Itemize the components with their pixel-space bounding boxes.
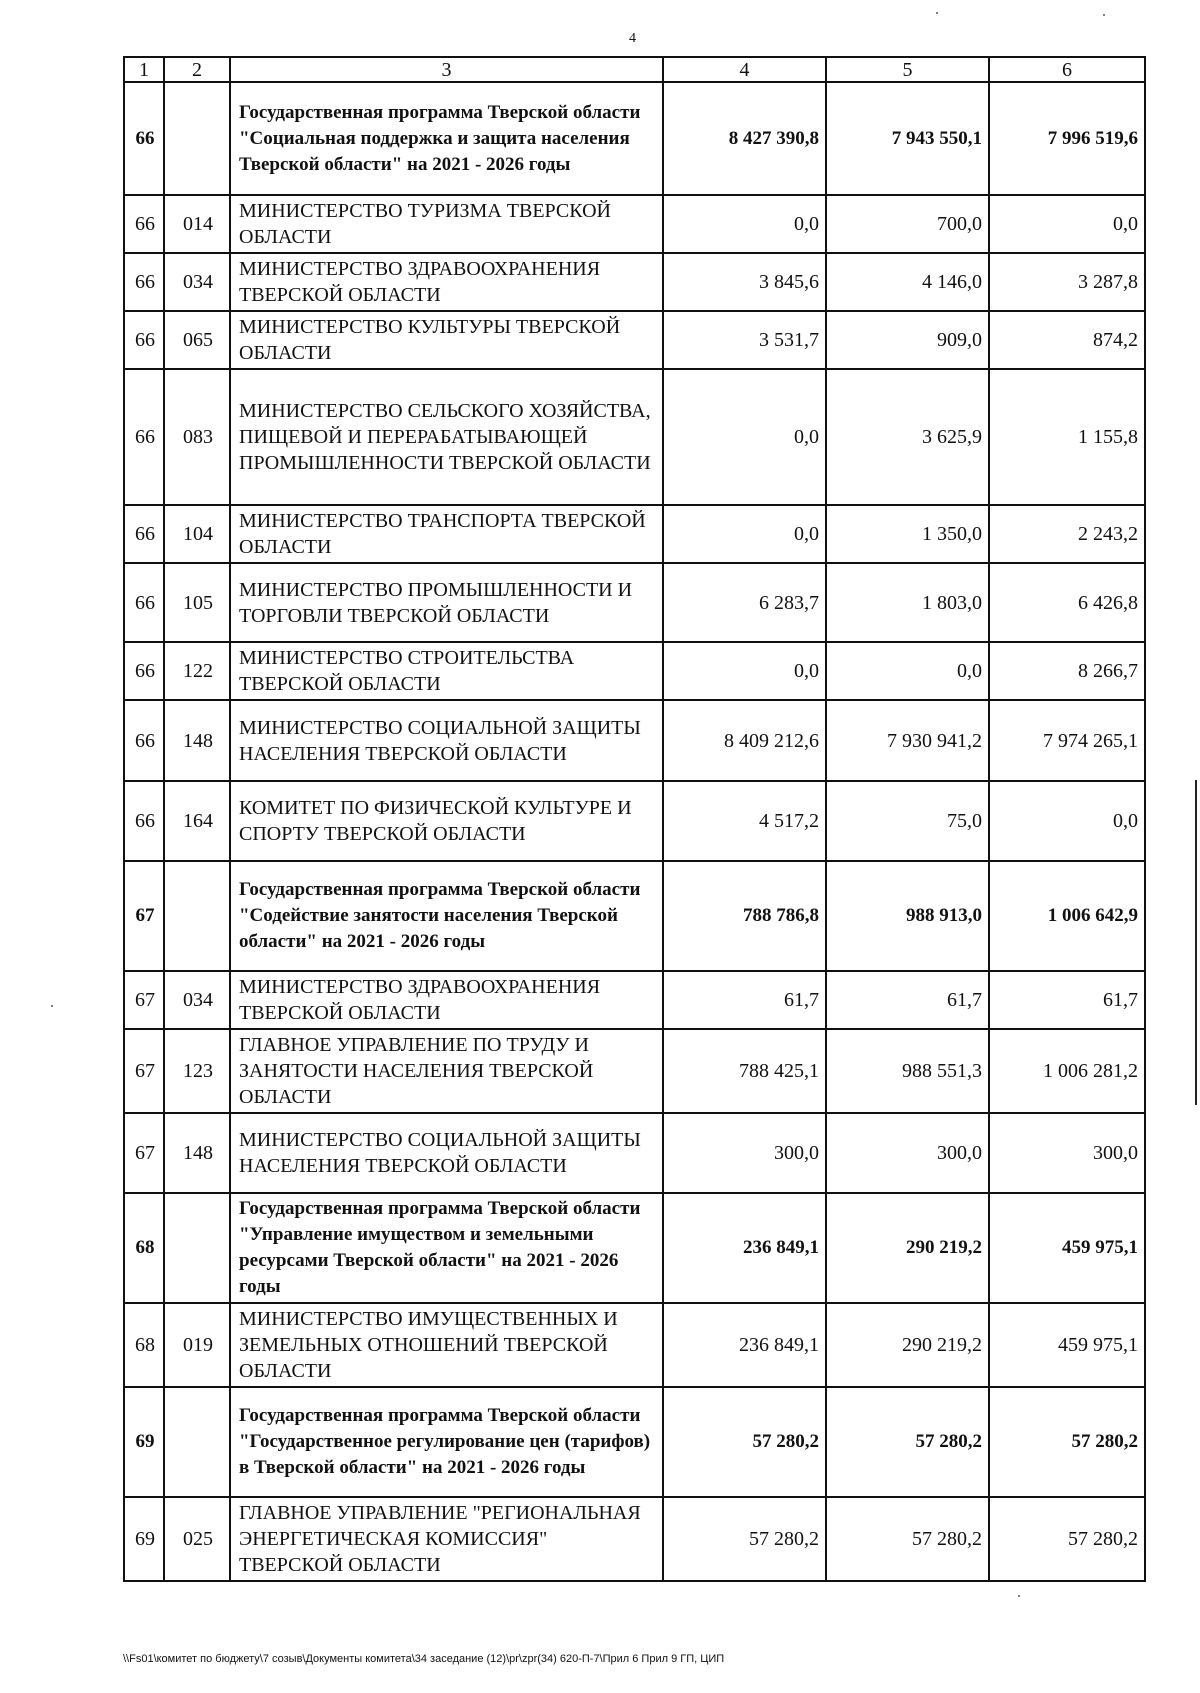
row-value-col4: 0,0 [663, 195, 826, 253]
row-code-cell: 68 [124, 1193, 164, 1303]
row-dept-cell: 122 [164, 642, 230, 700]
table-row [124, 1303, 1145, 1387]
row-code-cell: 66 [124, 642, 164, 700]
row-code-cell: 66 [124, 311, 164, 369]
row-dept-cell: 065 [164, 311, 230, 369]
row-value-col6: 8 266,7 [989, 642, 1145, 700]
row-dept-cell: 123 [164, 1029, 230, 1113]
table-row [124, 781, 1145, 861]
row-value-col6: 1 006 281,2 [989, 1029, 1145, 1113]
scan-speck [51, 1005, 53, 1007]
row-code-cell: 66 [124, 253, 164, 311]
row-value-col4: 4 517,2 [663, 781, 826, 861]
table-row [124, 311, 1145, 369]
row-dept-cell [164, 1193, 230, 1303]
row-value-col4: 0,0 [663, 505, 826, 563]
footer-file-path: \\Fs01\комитет по бюджету\7 созыв\Документы комитета\34 заседание (12)\pr\zpr(34) 620-П-7\Прил 6 Прил 9 ГП, ЦИП [123, 1653, 725, 1665]
row-code-cell: 66 [124, 195, 164, 253]
row-value-col4: 6 283,7 [663, 563, 826, 642]
scan-edge-mark [1195, 780, 1197, 1105]
table-row [124, 563, 1145, 642]
row-name-cell: МИНИСТЕРСТВО ТУРИЗМА ТВЕРСКОЙ ОБЛАСТИ [230, 195, 663, 253]
row-value-col5: 57 280,2 [826, 1497, 989, 1581]
row-code-cell: 67 [124, 1113, 164, 1193]
table-row [124, 505, 1145, 563]
row-value-col4: 57 280,2 [663, 1387, 826, 1497]
table-row [124, 642, 1145, 700]
row-value-col5: 0,0 [826, 642, 989, 700]
row-value-col6: 2 243,2 [989, 505, 1145, 563]
row-dept-cell: 019 [164, 1303, 230, 1387]
row-code-cell: 66 [124, 369, 164, 505]
row-code-cell: 66 [124, 82, 164, 195]
table-row [124, 1497, 1145, 1581]
row-code-cell: 66 [124, 781, 164, 861]
row-value-col4: 788 786,8 [663, 861, 826, 971]
row-dept-cell: 148 [164, 700, 230, 781]
row-value-col6: 3 287,8 [989, 253, 1145, 311]
page-number: 4 [629, 31, 636, 46]
header-col-5: 5 [826, 57, 989, 82]
row-name-cell: МИНИСТЕРСТВО КУЛЬТУРЫ ТВЕРСКОЙ ОБЛАСТИ [230, 311, 663, 369]
row-value-col6: 61,7 [989, 971, 1145, 1029]
table-row [124, 195, 1145, 253]
row-name-cell: МИНИСТЕРСТВО ЗДРАВООХРАНЕНИЯ ТВЕРСКОЙ ОБЛАСТИ [230, 253, 663, 311]
row-value-col6: 57 280,2 [989, 1387, 1145, 1497]
scan-speck [1103, 14, 1105, 16]
row-dept-cell: 025 [164, 1497, 230, 1581]
table-row [124, 369, 1145, 505]
row-value-col5: 988 913,0 [826, 861, 989, 971]
row-dept-cell: 083 [164, 369, 230, 505]
row-value-col4: 788 425,1 [663, 1029, 826, 1113]
row-dept-cell: 034 [164, 253, 230, 311]
row-value-col6: 874,2 [989, 311, 1145, 369]
table-row [124, 253, 1145, 311]
row-dept-cell: 104 [164, 505, 230, 563]
program-row [124, 1193, 1145, 1303]
row-code-cell: 66 [124, 700, 164, 781]
header-col-1: 1 [124, 57, 164, 82]
program-row [124, 1387, 1145, 1497]
row-dept-cell: 148 [164, 1113, 230, 1193]
row-name-cell: Государственная программа Тверской области "Социальная поддержка и защита населения Тверской области" на 2021 - 2026 годы [230, 82, 663, 195]
row-dept-cell: 105 [164, 563, 230, 642]
row-value-col4: 0,0 [663, 642, 826, 700]
row-value-col4: 236 849,1 [663, 1193, 826, 1303]
row-value-col5: 4 146,0 [826, 253, 989, 311]
program-row [124, 861, 1145, 971]
scan-speck [936, 12, 938, 14]
row-value-col4: 61,7 [663, 971, 826, 1029]
row-dept-cell [164, 861, 230, 971]
table-row [124, 1029, 1145, 1113]
table-row [124, 700, 1145, 781]
row-name-cell: КОМИТЕТ ПО ФИЗИЧЕСКОЙ КУЛЬТУРЕ И СПОРТУ ТВЕРСКОЙ ОБЛАСТИ [230, 781, 663, 861]
scan-speck [1018, 1595, 1020, 1597]
header-col-6: 6 [989, 57, 1145, 82]
row-value-col6: 0,0 [989, 195, 1145, 253]
row-value-col5: 290 219,2 [826, 1193, 989, 1303]
header-row [124, 57, 1145, 82]
row-value-col4: 3 531,7 [663, 311, 826, 369]
row-value-col6: 459 975,1 [989, 1193, 1145, 1303]
row-value-col5: 57 280,2 [826, 1387, 989, 1497]
row-name-cell: МИНИСТЕРСТВО ТРАНСПОРТА ТВЕРСКОЙ ОБЛАСТИ [230, 505, 663, 563]
row-value-col4: 8 409 212,6 [663, 700, 826, 781]
header-col-4: 4 [663, 57, 826, 82]
row-value-col5: 909,0 [826, 311, 989, 369]
row-dept-cell [164, 1387, 230, 1497]
row-name-cell: ГЛАВНОЕ УПРАВЛЕНИЕ ПО ТРУДУ И ЗАНЯТОСТИ НАСЕЛЕНИЯ ТВЕРСКОЙ ОБЛАСТИ [230, 1029, 663, 1113]
row-name-cell: МИНИСТЕРСТВО ИМУЩЕСТВЕННЫХ И ЗЕМЕЛЬНЫХ ОТНОШЕНИЙ ТВЕРСКОЙ ОБЛАСТИ [230, 1303, 663, 1387]
row-value-col4: 8 427 390,8 [663, 82, 826, 195]
row-value-col4: 57 280,2 [663, 1497, 826, 1581]
row-dept-cell: 034 [164, 971, 230, 1029]
row-name-cell: МИНИСТЕРСТВО ПРОМЫШЛЕННОСТИ И ТОРГОВЛИ ТВЕРСКОЙ ОБЛАСТИ [230, 563, 663, 642]
row-code-cell: 67 [124, 971, 164, 1029]
row-code-cell: 66 [124, 563, 164, 642]
row-value-col5: 290 219,2 [826, 1303, 989, 1387]
row-code-cell: 66 [124, 505, 164, 563]
row-dept-cell: 164 [164, 781, 230, 861]
row-name-cell: ГЛАВНОЕ УПРАВЛЕНИЕ "РЕГИОНАЛЬНАЯ ЭНЕРГЕТИЧЕСКАЯ КОМИССИЯ" ТВЕРСКОЙ ОБЛАСТИ [230, 1497, 663, 1581]
row-name-cell: МИНИСТЕРСТВО СОЦИАЛЬНОЙ ЗАЩИТЫ НАСЕЛЕНИЯ ТВЕРСКОЙ ОБЛАСТИ [230, 700, 663, 781]
row-value-col5: 700,0 [826, 195, 989, 253]
row-dept-cell: 014 [164, 195, 230, 253]
row-code-cell: 69 [124, 1497, 164, 1581]
row-value-col5: 300,0 [826, 1113, 989, 1193]
row-value-col5: 1 350,0 [826, 505, 989, 563]
row-code-cell: 68 [124, 1303, 164, 1387]
row-value-col4: 300,0 [663, 1113, 826, 1193]
row-value-col5: 61,7 [826, 971, 989, 1029]
row-value-col6: 7 996 519,6 [989, 82, 1145, 195]
row-value-col5: 3 625,9 [826, 369, 989, 505]
row-dept-cell [164, 82, 230, 195]
budget-table [123, 56, 1146, 1582]
row-code-cell: 69 [124, 1387, 164, 1497]
header-col-2: 2 [164, 57, 230, 82]
row-value-col5: 7 943 550,1 [826, 82, 989, 195]
row-name-cell: МИНИСТЕРСТВО СЕЛЬСКОГО ХОЗЯЙСТВА, ПИЩЕВОЙ И ПЕРЕРАБАТЫВАЮЩЕЙ ПРОМЫШЛЕННОСТИ ТВЕРСКОЙ ОБЛАСТИ [230, 369, 663, 505]
header-col-3: 3 [230, 57, 663, 82]
row-name-cell: МИНИСТЕРСТВО ЗДРАВООХРАНЕНИЯ ТВЕРСКОЙ ОБЛАСТИ [230, 971, 663, 1029]
row-value-col6: 6 426,8 [989, 563, 1145, 642]
row-code-cell: 67 [124, 1029, 164, 1113]
row-name-cell: МИНИСТЕРСТВО СОЦИАЛЬНОЙ ЗАЩИТЫ НАСЕЛЕНИЯ ТВЕРСКОЙ ОБЛАСТИ [230, 1113, 663, 1193]
row-name-cell: МИНИСТЕРСТВО СТРОИТЕЛЬСТВА ТВЕРСКОЙ ОБЛАСТИ [230, 642, 663, 700]
table-row [124, 971, 1145, 1029]
row-value-col5: 75,0 [826, 781, 989, 861]
row-name-cell: Государственная программа Тверской области "Государственное регулирование цен (тарифов) в Тверской области" на 2021 - 2026 годы [230, 1387, 663, 1497]
row-value-col5: 7 930 941,2 [826, 700, 989, 781]
row-name-cell: Государственная программа Тверской области "Управление имуществом и земельными ресурсами Тверской области" на 2021 - 2026 годы [230, 1193, 663, 1303]
row-value-col6: 0,0 [989, 781, 1145, 861]
row-value-col4: 0,0 [663, 369, 826, 505]
row-value-col4: 236 849,1 [663, 1303, 826, 1387]
row-name-cell: Государственная программа Тверской области "Содействие занятости населения Тверской области" на 2021 - 2026 годы [230, 861, 663, 971]
row-value-col4: 3 845,6 [663, 253, 826, 311]
row-value-col6: 300,0 [989, 1113, 1145, 1193]
row-value-col6: 7 974 265,1 [989, 700, 1145, 781]
row-value-col6: 1 155,8 [989, 369, 1145, 505]
row-code-cell: 67 [124, 861, 164, 971]
row-value-col5: 988 551,3 [826, 1029, 989, 1113]
row-value-col5: 1 803,0 [826, 563, 989, 642]
program-row [124, 82, 1145, 195]
table-row [124, 1113, 1145, 1193]
row-value-col6: 57 280,2 [989, 1497, 1145, 1581]
row-value-col6: 459 975,1 [989, 1303, 1145, 1387]
row-value-col6: 1 006 642,9 [989, 861, 1145, 971]
